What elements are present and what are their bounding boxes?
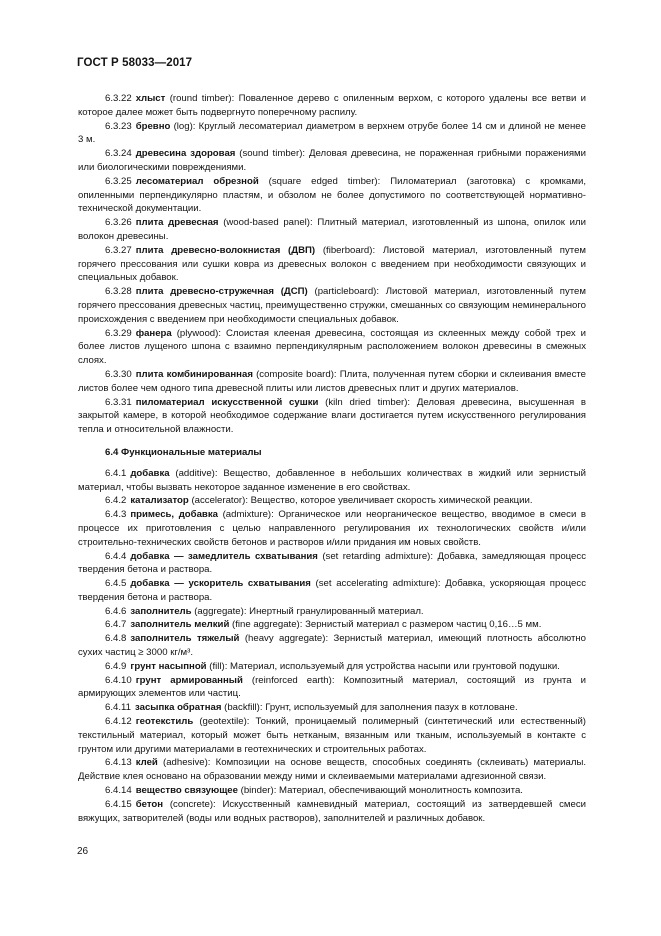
definition-term: бетон	[135, 798, 164, 810]
definition-english: (particleboard)	[314, 286, 377, 298]
definition-text: : Зернистый материал с размером частиц 0,16…5 мм.	[299, 619, 542, 631]
definition-entry	[78, 92, 586, 120]
definition-term: плита комбинированная	[135, 368, 253, 380]
definition-term: плита древесно-волокнистая (ДВП)	[135, 244, 316, 256]
definition-english: (square edged timber)	[268, 175, 378, 187]
definition-text: : Поваленное дерево с опиленным верхом, с которого удалены все ветви и которое далее может быть подвергнуто поперечному распилу.	[78, 93, 586, 118]
definition-number: 6.3.22	[105, 93, 132, 104]
page-content	[78, 92, 586, 825]
definition-term: клей	[135, 757, 158, 769]
definition-term: бревно	[135, 120, 171, 132]
definition-english: (concrete)	[169, 798, 214, 810]
definition-number: 6.3.26	[105, 217, 132, 229]
definition-entry	[78, 327, 586, 368]
definition-entry	[78, 618, 586, 632]
definition-text: : Пиломатериал (заготовка) с кромками, опиленными перпендикулярно пластям, и обзолом не более допустимого по соответствующей нормативно-технической документации.	[78, 175, 586, 215]
definition-number: 6.3.28	[105, 286, 132, 298]
definition-number: 6.4.10	[105, 674, 132, 686]
definition-english: (geotextile)	[199, 716, 247, 728]
definitions-section-6-4	[78, 467, 586, 826]
definition-term: добавка — замедлитель схватывания	[130, 550, 318, 562]
definition-text: : Грунт, используемый для заполнения пазух в котловане.	[259, 702, 518, 714]
definition-entry	[78, 467, 586, 495]
document-header: ГОСТ Р 58033—2017	[77, 57, 193, 69]
definition-entry	[78, 285, 586, 326]
definition-english: (additive)	[175, 467, 215, 479]
definition-number: 6.4.3	[105, 509, 127, 521]
definition-number: 6.3.29	[105, 327, 132, 339]
definition-term: засыпка обратная	[134, 702, 222, 714]
definition-text: : Тонкий, проницаемый полимерный (синтетический или естественный) текстильный материал, который может быть нетканым, вязанным или тканым, используемый в контакте с грунтом или другими материалами в геотехнических и строительных работах.	[78, 716, 586, 755]
definition-number: 6.3.24	[105, 148, 132, 160]
definition-english: (composite board)	[256, 368, 334, 380]
definition-text: : Материал, используемый для устройства насыпи или грунтовой подушки.	[224, 660, 560, 672]
definition-english: (fill)	[209, 660, 225, 672]
definition-text: : Листовой материал, изготовленный путем горячего прессования древесных частиц, преимущественно стружки, смешанных со связующим неминерального происхождения с введением при необходимости специальных добавок.	[78, 286, 586, 325]
definition-entry	[78, 550, 586, 578]
definition-number: 6.4.13	[105, 757, 132, 769]
definition-number: 6.4.5	[105, 578, 127, 590]
definition-english: (round timber)	[169, 93, 232, 104]
definition-text: : Деловая древесина, высушенная в закрытой камере, в которой необходимое содержание влаги достигается путем искусственного регулирования тепла и относительной влажности.	[78, 396, 587, 436]
definition-term: заполнитель	[130, 605, 192, 617]
definition-entry	[78, 660, 586, 674]
definition-number: 6.4.4	[105, 550, 127, 562]
page-number: 26	[77, 846, 89, 857]
definition-number: 6.4.8	[105, 633, 127, 645]
definition-entry	[78, 396, 586, 437]
definition-text: : Композиции на основе веществ, способных соединять (склеивать) материалы. Действие клея основано на образовании между ними и склеиваемыми материалами адгезионной связи.	[78, 757, 587, 783]
definition-text: : Зернистый материал, имеющий плотность абсолютно сухих частиц ≥ 3000 кг/м³.	[78, 633, 586, 659]
definition-text: : Инертный гранулированный материал.	[243, 605, 424, 617]
definition-entry	[78, 147, 586, 175]
definition-term: фанера	[135, 327, 172, 339]
definition-entry	[78, 784, 586, 798]
definition-term: лесоматериал обрезной	[135, 175, 259, 187]
definition-english: (fine aggregate)	[232, 619, 300, 631]
definition-entry	[78, 577, 586, 605]
definition-number: 6.4.2	[105, 495, 127, 507]
definition-number: 6.4.1	[105, 467, 127, 479]
definition-english: (heavy aggregate)	[244, 633, 326, 645]
definition-text: : Деловая древесина, не пораженная грибными поражениями или биологическими повреждениями.	[78, 148, 586, 173]
definition-term: пиломатериал искусственной сушки	[135, 396, 319, 408]
definition-term: вещество связующее	[135, 785, 238, 797]
definition-entry	[78, 244, 586, 285]
definition-entry	[78, 368, 586, 396]
definition-text: : Плита, полученная путем сборки и склеивания вместе листов более чем одного типа древесной плиты или листов древесных плит и других материалов.	[78, 368, 586, 394]
definition-english: (set accelerating admixture)	[315, 578, 438, 590]
definition-term: добавка	[130, 467, 170, 479]
definition-english: (binder)	[240, 785, 274, 797]
definition-number: 6.3.27	[105, 244, 132, 256]
definition-english: (sound timber)	[239, 148, 303, 160]
definition-text: : Листовой материал, изготовленный путем горячего прессования или сушки ковра из древесных волокон с введением при необходимости связующих и специальных добавок.	[78, 244, 586, 284]
definition-term: хлыст	[135, 93, 166, 104]
definition-term: заполнитель мелкий	[130, 619, 230, 631]
definition-text: : Слоистая клееная древесина, состоящая из склеенных между собой трех и более листов лущеного шпона с взаимно перпендикулярным расположением волокон древесины в смежных слоях.	[78, 327, 586, 367]
definition-text: : Органическое или неорганическое вещество, вводимое в смеси в процессе их приготовления с целью направленного регулирования их технологических свойств и/или строительно-технических свойств бетонов и растворов и/или придания им новых свойств.	[78, 509, 587, 548]
definition-entry	[78, 674, 586, 702]
definition-english: (kiln dried timber)	[325, 396, 408, 408]
definition-english: (wood-based panel)	[223, 217, 310, 229]
definition-text: : Круглый лесоматериал диаметром в верхнем отрубе более 14 см и длиной не менее 3 м.	[78, 120, 586, 146]
definition-number: 6.4.11	[105, 702, 131, 714]
definition-term: плита древесно-стружечная (ДСП)	[135, 286, 308, 298]
definition-entry	[78, 632, 586, 660]
definition-english: (backfill)	[224, 702, 260, 714]
definition-english: (reinforced earth)	[251, 674, 332, 686]
definition-text: : Материал, обеспечивающий монолитность композита.	[273, 785, 523, 797]
definition-english: (accelerator)	[191, 495, 246, 507]
definition-entry	[78, 494, 586, 508]
definition-term: добавка — ускоритель схватывания	[130, 578, 311, 590]
definition-text: : Вещество, добавленное в небольших количествах в жидкий или зернистый материал, чтобы вызвать некоторое заданное изменение в его свойствах.	[78, 467, 586, 493]
definition-english: (log)	[173, 120, 193, 132]
definition-number: 6.4.15	[105, 798, 132, 810]
definition-number: 6.4.6	[105, 605, 127, 617]
definition-term: грунт насыпной	[130, 660, 207, 672]
definition-text: : Плитный материал, изготовленный из шпона, опилок или волокон древесины.	[78, 217, 586, 242]
definition-term: катализатор	[130, 495, 189, 507]
definition-text: : Композитный материал, состоящий из грунта и армирующих элементов или частиц.	[78, 674, 586, 700]
definition-text: : Вещество, которое увеличивает скорость химической реакции.	[245, 495, 533, 507]
definition-number: 6.4.12	[105, 716, 132, 728]
definition-entry	[78, 175, 586, 216]
definition-entry	[78, 798, 586, 826]
definition-text: : Добавка, ускоряющая процесс твердения бетона и раствора.	[78, 578, 586, 603]
definition-term: древесина здоровая	[135, 148, 236, 160]
definition-term: примесь, добавка	[130, 509, 218, 521]
definition-number: 6.3.23	[105, 120, 132, 132]
definition-entry	[78, 715, 586, 756]
definition-text: : Искусственный камневидный материал, состоящий из затвердевшей смеси вяжущих, затворителей (воды или водных растворов), заполнителей и различных добавок.	[78, 798, 586, 824]
definition-english: (plywood)	[176, 327, 219, 339]
definition-number: 6.4.7	[105, 619, 127, 631]
definition-term: плита древесная	[135, 217, 219, 229]
definition-term: грунт армированный	[135, 674, 243, 686]
definition-english: (fiberboard)	[322, 244, 373, 256]
definition-text: : Добавка, замедляющая процесс твердения бетона и раствора.	[78, 550, 586, 576]
definition-english: (set retarding admixture)	[322, 550, 431, 562]
definition-number: 6.4.9	[105, 660, 127, 672]
definition-number: 6.4.14	[105, 785, 132, 797]
section-title: 6.4 Функциональные материалы	[105, 446, 262, 458]
definition-entry	[78, 120, 586, 148]
definition-english: (aggregate)	[194, 605, 244, 617]
definition-entry	[78, 701, 586, 715]
definition-entry	[78, 508, 586, 549]
definition-number: 6.3.25	[105, 175, 132, 187]
definition-entry	[78, 216, 586, 244]
definition-entry	[78, 756, 586, 784]
definitions-section-6-3	[78, 92, 586, 437]
definition-english: (adhesive)	[163, 757, 208, 769]
definition-term: заполнитель тяжелый	[130, 633, 240, 645]
definition-entry	[78, 605, 586, 619]
definition-number: 6.3.31	[105, 396, 132, 408]
definition-number: 6.3.30	[105, 368, 132, 380]
definition-term: геотекстиль	[135, 716, 194, 728]
definition-english: (admixture)	[222, 509, 272, 521]
